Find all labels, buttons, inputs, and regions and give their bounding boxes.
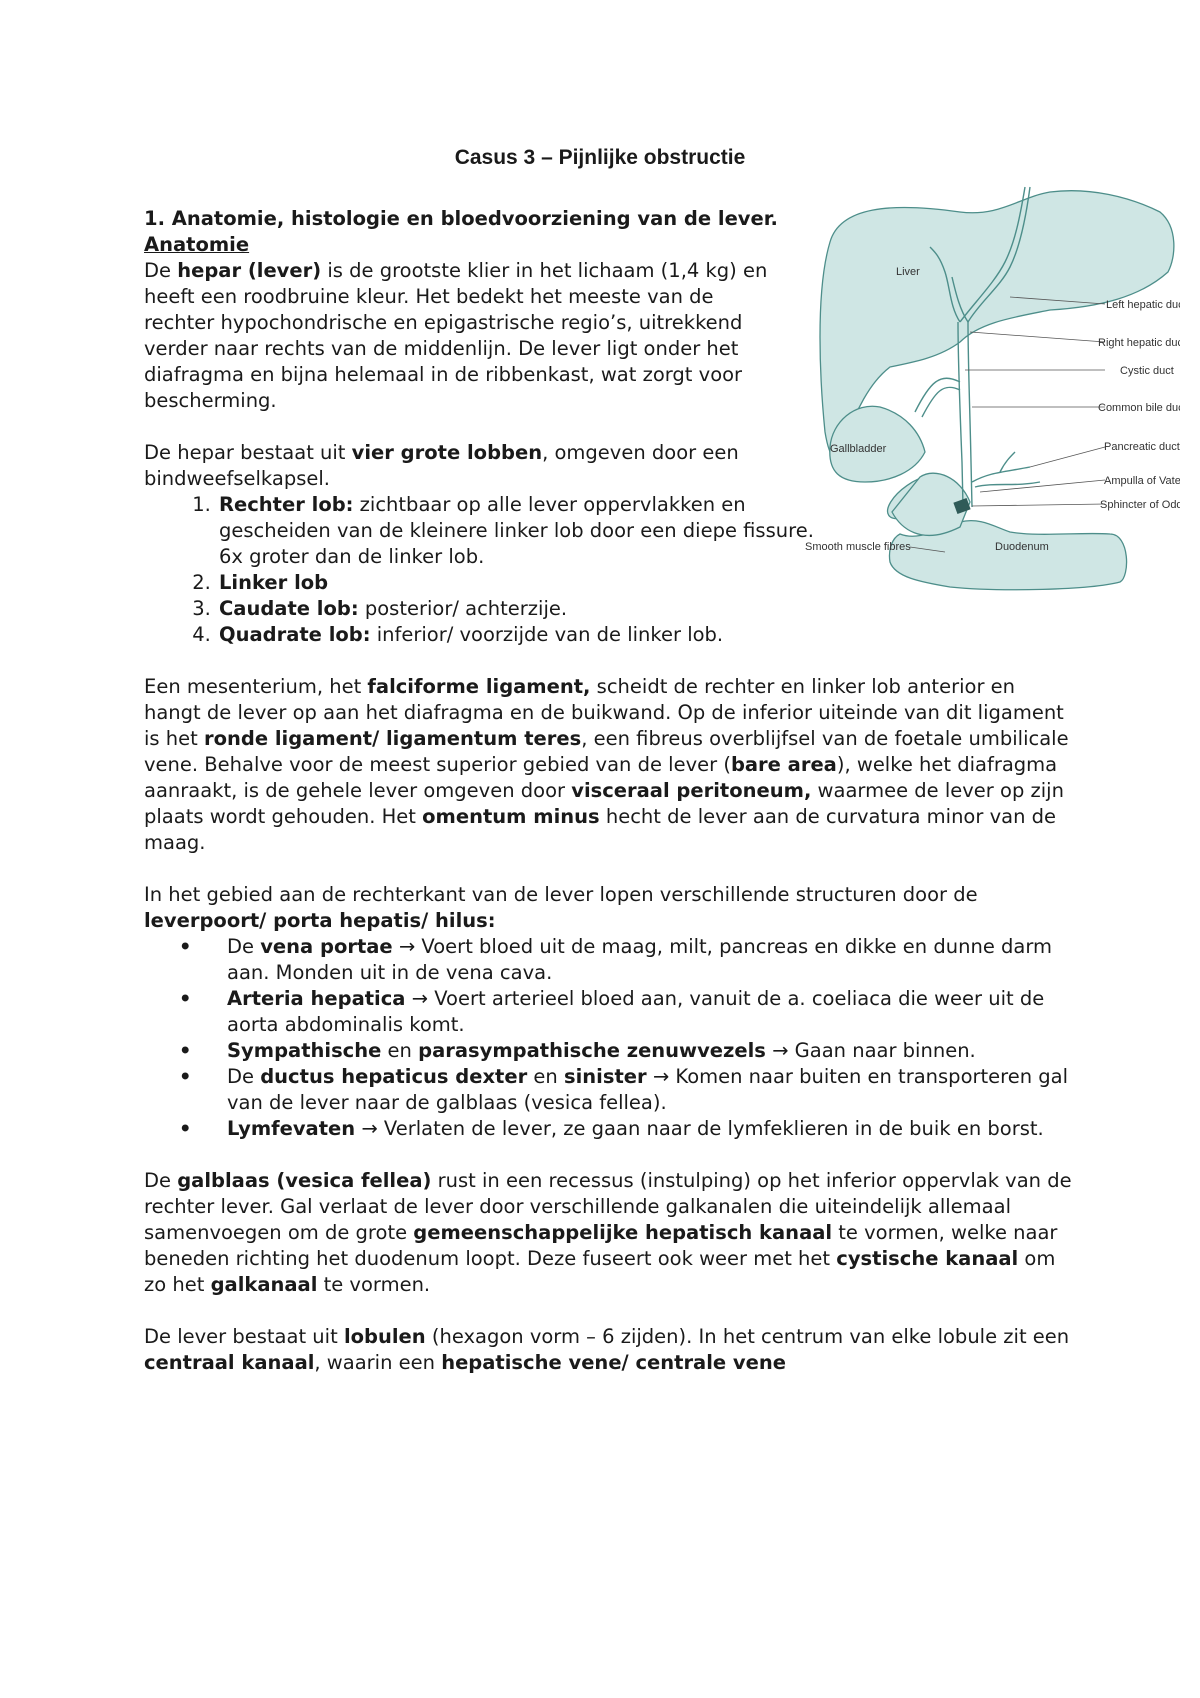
list-item: • De ductus hepaticus dexter en sinister → Komen naar buiten en transporteren gal van de lever naar de galblaas (vesica fellea). [217,1064,1074,1116]
list-item: • Arteria hepatica → Voert arterieel bloed aan, vanuit de a. coeliaca die weer uit de aorta abdominalis komt. [217,986,1074,1038]
list-item: 2. Linker lob [217,570,817,596]
paragraph-lobulen: De lever bestaat uit lobulen (hexagon vorm – 6 zijden). In het centrum van elke lobule zit een centraal kanaal, waarin een hepatische vene/ centrale vene [144,1325,1070,1374]
pancreatic-duct [972,452,1040,487]
label-common-bile-duct: Common bile duct [1098,402,1180,414]
list-item: • De vena portae → Voert bloed uit de maag, milt, pancreas en dikke en dunne darm aan. Monden uit in de vena cava. [217,934,1074,986]
common-bile-duct [958,322,963,507]
list-item: 3. Caudate lob: posterior/ achterzije. [217,596,859,622]
label-smooth-muscle-fibres: Smooth muscle fibres [805,541,911,553]
cystic-duct [915,378,960,412]
label-sphincter-of-oddi: Sphincter of Oddi [1100,499,1180,511]
list-item: 4. Quadrate lob: inferior/ voorzijde van de linker lob. [217,622,919,648]
section-heading: 1. Anatomie, histologie en bloedvoorziening van de lever. [144,207,778,230]
list-item: 1. Rechter lob: zichtbaar op alle lever oppervlakken en gescheiden van de kleinere linker lob door een diepe fissure. 6x groter dan de linker lob. [217,492,817,570]
paragraph-galblaas: De galblaas (vesica fellea) rust in een recessus (instulping) op het inferior oppervlak van de rechter lever. Gal verlaat de lever door verschillende galkanalen die uiteindelijk allemaal samenvoegen om de grote gemeenschappelijke hepatisch kanaal te vormen, welke naar beneden richting het duodenum loopt. Deze fuseert ook weer met het cystische kanaal om zo het galkanaal te vormen. [144,1169,1072,1296]
label-gallbladder: Gallbladder [830,443,887,455]
list-item: • Sympathische en parasympathische zenuwvezels → Gaan naar binnen. [217,1038,1074,1064]
label-ampulla-of-vater: Ampulla of Vater [1104,475,1180,487]
label-duodenum: Duodenum [995,541,1049,553]
label-pancreatic-duct: Pancreatic duct [1104,441,1180,453]
list-item: • Lymfevaten → Verlaten de lever, ze gaan naar de lymfeklieren in de buik en borst. [217,1116,1074,1142]
lobes-list [144,492,817,648]
paragraph-ligament: Een mesenterium, het falciforme ligament, scheidt de rechter en linker lob anterior en hangt de lever op aan het diafragma en de buikwand. Op de inferior uiteinde van dit ligament is het ronde ligament/ ligamentum teres, een fibreus overblijfsel van de foetale umbilicale vene. Behalve voor de meest superior gebied van de lever (bare area), welke het diafragma aanraakt, is de gehele lever omgeven door visceraal peritoneum, waarmee de lever op zijn plaats wordt gehouden. Het omentum minus hecht de lever aan de curvatura minor van de maag. [144,675,1069,854]
label-cystic-duct: Cystic duct [1120,365,1174,377]
liver-diagram [800,182,1180,622]
label-right-hepatic-duct: Right hepatic duct [1098,337,1180,349]
paragraph-porta: In het gebied aan de rechterkant van de lever lopen verschillende structuren door de leverpoort/ porta hepatis/ hilus: [144,883,978,932]
subheading: Anatomie [144,233,250,256]
paragraph-hepar: De hepar (lever) is de grootste klier in het lichaam (1,4 kg) en heeft een roodbruine kleur. Het bedekt het meeste van de rechter hypochondrische en epigastrische regio’s, uitrekkend verder naar rechts van de middenlijn. De lever ligt onder het diafragma en bijna helemaal in de ribbenkast, wat zorgt voor bescherming. [144,259,768,412]
page-title: Casus 3 – Pijnlijke obstructie [454,146,746,169]
structures-list [144,934,1074,1142]
label-liver: Liver [896,266,920,278]
label-left-hepatic-duct: Left hepatic duct [1106,299,1180,311]
paragraph-lobes: De hepar bestaat uit vier grote lobben, omgeven door een bindweefselkapsel. [144,441,739,490]
liver-diagram-svg [800,182,1180,622]
